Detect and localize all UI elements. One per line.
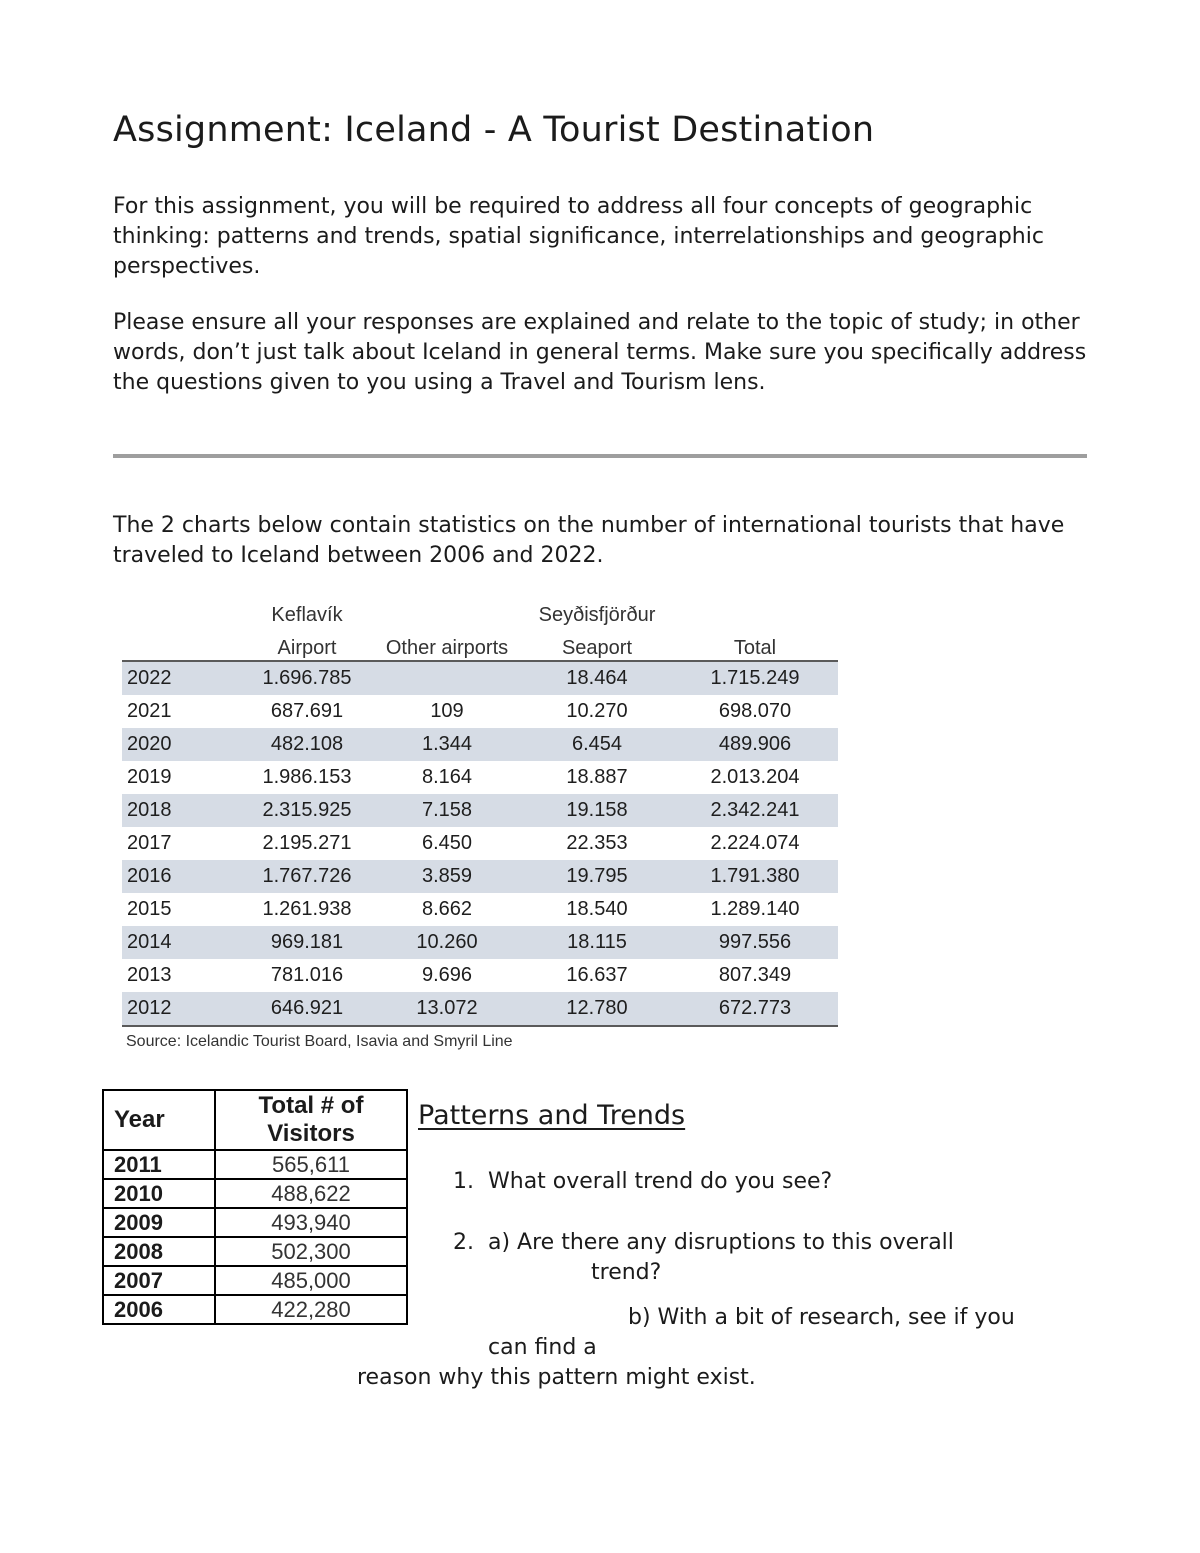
table-cell: 1.344 — [372, 728, 522, 761]
visitors-cell: 485,000 — [215, 1266, 407, 1295]
table-row — [103, 1266, 407, 1295]
table-cell: 22.353 — [566, 832, 628, 854]
table-row — [103, 1208, 407, 1237]
header-cell — [122, 627, 242, 661]
table-source-note: Source: Icelandic Tourist Board, Isavia and Smyril Line — [126, 1033, 513, 1050]
table-row — [122, 893, 838, 926]
question-1-number: 1. — [453, 1169, 474, 1194]
table-cell: 9.696 — [421, 964, 473, 986]
question-2b-text-continued: can find a — [488, 1335, 597, 1360]
table-cell: 13.072 — [372, 992, 522, 1026]
table-cell: 1.715.249 — [672, 661, 838, 695]
table-row — [122, 992, 838, 1026]
table-cell: 19.158 — [522, 794, 672, 827]
table-cell: 489.906 — [672, 728, 838, 761]
visitors-table — [102, 1089, 408, 1325]
table-cell: 1.767.726 — [242, 860, 372, 893]
table-cell: 109 — [430, 700, 464, 722]
tourist-statistics-table — [122, 594, 838, 1027]
table-cell: 2019 — [127, 766, 172, 788]
table-row — [122, 728, 838, 761]
table-cell: 2015 — [127, 898, 172, 920]
table-cell: 10.260 — [372, 926, 522, 959]
header-total: Total — [672, 627, 838, 661]
table-cell: 1.791.380 — [672, 860, 838, 893]
visitors-cell: 422,280 — [215, 1295, 407, 1324]
table-cell: 2013 — [127, 964, 172, 986]
question-2b-text-end: reason why this pattern might exist. — [357, 1365, 756, 1390]
table-cell: 18.115 — [522, 926, 672, 959]
header-cell — [122, 594, 242, 627]
header-total-visitors: Total # of Visitors — [215, 1090, 407, 1150]
table-cell: 2020 — [122, 728, 242, 761]
patterns-trends-heading: Patterns and Trends — [418, 1100, 686, 1131]
table-row — [122, 794, 838, 827]
table-row — [122, 827, 838, 860]
question-2-number: 2. — [453, 1230, 474, 1255]
horizontal-divider — [113, 454, 1087, 458]
charts-intro-paragraph: The 2 charts below contain statistics on the number of international tourists that have traveled to Iceland between 2006 and 2022. — [113, 513, 1065, 568]
table-cell: 8.164 — [421, 766, 473, 788]
year-cell: 2009 — [103, 1208, 215, 1237]
table-row — [103, 1179, 407, 1208]
table-cell: 6.454 — [522, 728, 672, 761]
header-other-airports: Other airports — [372, 627, 522, 661]
table-cell: 781.016 — [270, 964, 344, 986]
visitors-cell: 565,611 — [215, 1150, 407, 1179]
table-cell: 18.887 — [566, 766, 628, 788]
table-cell: 2021 — [127, 700, 172, 722]
intro-paragraph-1: For this assignment, you will be required to address all four concepts of geographic thinking: patterns and trends, spatial significance, interrelationships and geographic perspectives. — [113, 194, 1044, 279]
visitors-cell: 488,622 — [215, 1179, 407, 1208]
question-2a-text: a) Are there any disruptions to this overall — [488, 1230, 954, 1255]
table-cell: 18.540 — [566, 898, 628, 920]
table-cell: 2016 — [122, 860, 242, 893]
table-row — [122, 926, 838, 959]
table-cell: 2.342.241 — [672, 794, 838, 827]
table-cell: 2018 — [122, 794, 242, 827]
header-keflavik: Keflavík — [271, 604, 343, 626]
question-1-text: What overall trend do you see? — [488, 1169, 833, 1194]
table-cell: 2.224.074 — [710, 832, 800, 854]
question-2a-text-continued: trend? — [591, 1260, 662, 1285]
table-row — [103, 1150, 407, 1179]
table-row — [103, 1237, 407, 1266]
header-seaport: Seaport — [522, 627, 672, 661]
table-row — [122, 695, 838, 728]
table-cell: 2.195.271 — [262, 832, 352, 854]
year-cell: 2008 — [103, 1237, 215, 1266]
table-cell: 1.289.140 — [710, 898, 800, 920]
visitors-cell: 493,940 — [215, 1208, 407, 1237]
table-row — [122, 860, 838, 893]
table-cell: 2017 — [127, 832, 172, 854]
year-cell: 2010 — [103, 1179, 215, 1208]
table-cell: 807.349 — [718, 964, 792, 986]
year-cell: 2006 — [103, 1295, 215, 1324]
table-cell: 8.662 — [421, 898, 473, 920]
table-cell: 969.181 — [242, 926, 372, 959]
header-cell — [672, 594, 838, 627]
table-cell: 698.070 — [718, 700, 792, 722]
header-cell — [372, 594, 522, 627]
table-cell: 16.637 — [566, 964, 628, 986]
table-row — [122, 661, 838, 695]
question-2b-text: b) With a bit of research, see if you — [628, 1305, 1015, 1330]
table-cell: 1.986.153 — [262, 766, 352, 788]
table-cell: 6.450 — [421, 832, 473, 854]
table-cell: 482.108 — [242, 728, 372, 761]
table-cell: 7.158 — [372, 794, 522, 827]
table-cell: 3.859 — [372, 860, 522, 893]
table-cell: 2012 — [122, 992, 242, 1026]
table-cell: 2014 — [122, 926, 242, 959]
table-cell: 687.691 — [270, 700, 344, 722]
table-cell: 1.261.938 — [262, 898, 352, 920]
table-cell: 2.315.925 — [242, 794, 372, 827]
table-cell: 10.270 — [566, 700, 628, 722]
table-cell — [372, 661, 522, 695]
table-cell: 19.795 — [522, 860, 672, 893]
header-seydisfjordur: Seyðisfjörður — [538, 604, 656, 626]
table-cell: 1.696.785 — [242, 661, 372, 695]
header-year: Year — [103, 1090, 215, 1150]
table-cell: 18.464 — [522, 661, 672, 695]
table-cell: 997.556 — [672, 926, 838, 959]
table-row — [103, 1295, 407, 1324]
table-cell: 12.780 — [522, 992, 672, 1026]
page-title: Assignment: Iceland - A Tourist Destination — [113, 110, 875, 150]
table-cell: 646.921 — [242, 992, 372, 1026]
table-cell: 2022 — [122, 661, 242, 695]
visitors-cell: 502,300 — [215, 1237, 407, 1266]
header-airport: Airport — [242, 627, 372, 661]
table-cell: 672.773 — [672, 992, 838, 1026]
table-cell: 2.013.204 — [710, 766, 800, 788]
table-row — [122, 761, 838, 794]
year-cell: 2007 — [103, 1266, 215, 1295]
table-row — [122, 959, 838, 992]
intro-paragraph-2: Please ensure all your responses are explained and relate to the topic of study; in other words, don’t just talk about Iceland in general terms. Make sure you specifically address the questions given to you using a Travel and Tourism lens. — [113, 310, 1087, 395]
year-cell: 2011 — [103, 1150, 215, 1179]
